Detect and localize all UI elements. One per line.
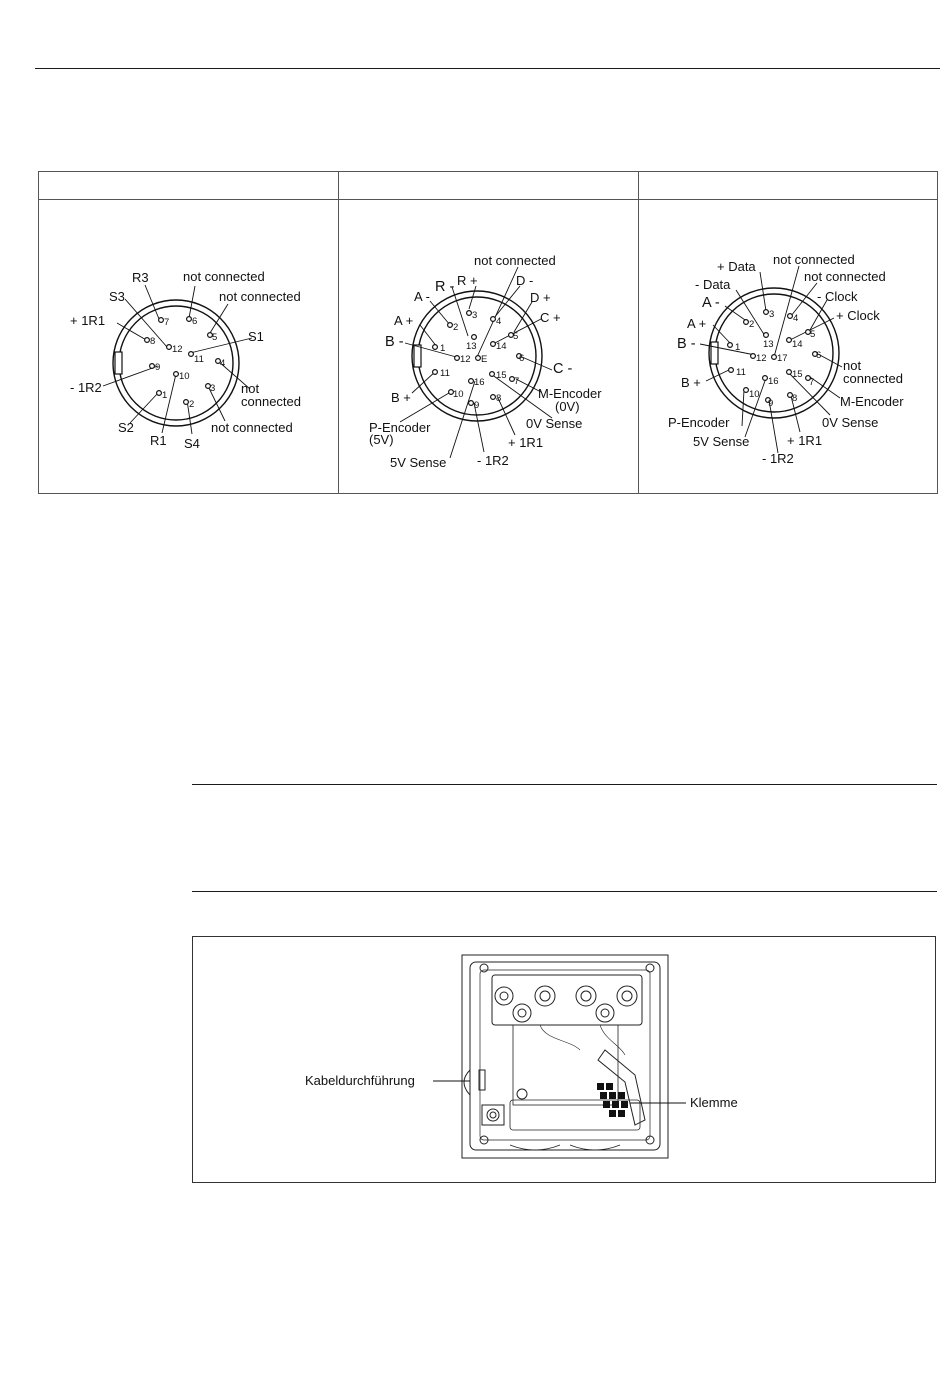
- label-b-plus: B +: [391, 390, 411, 405]
- header-rule: [35, 68, 940, 69]
- label-m-encoder: M-Encoder: [538, 386, 602, 401]
- pin-2: 2: [189, 399, 195, 410]
- pin-2: 2: [749, 319, 755, 330]
- pin-10: 10: [453, 389, 464, 400]
- label-b-minus: B -: [677, 336, 696, 352]
- label-connected: connected: [241, 394, 301, 409]
- pin-4: 4: [496, 316, 502, 327]
- label-p-encoder: P-Encoder: [369, 420, 431, 435]
- pin-4: 4: [220, 358, 226, 369]
- label-p-encoder: P-Encoder: [668, 415, 730, 430]
- pin-15: 15: [792, 369, 803, 380]
- pin-1: 1: [735, 342, 741, 353]
- column-divider: [338, 172, 339, 493]
- pin-13: 13: [763, 339, 774, 350]
- pin-6: 6: [192, 316, 198, 327]
- pin-17: 17: [777, 353, 788, 364]
- pin-5: 5: [810, 329, 816, 340]
- label-b-minus: B -: [385, 334, 404, 350]
- label-a-minus: A -: [414, 289, 430, 304]
- label-s1: S1: [248, 329, 264, 344]
- pin-7: 7: [164, 317, 170, 328]
- label-d-plus: D +: [530, 290, 551, 305]
- pin-15: 15: [496, 370, 507, 381]
- label-0v: (0V): [555, 399, 580, 414]
- label-5v-sense: 5V Sense: [390, 455, 447, 470]
- label-r1: R1: [150, 433, 167, 448]
- label-0v-sense: 0V Sense: [822, 415, 879, 430]
- label-s3: S3: [109, 289, 125, 304]
- label-plus-clock: + Clock: [836, 308, 880, 323]
- label-c-plus: C +: [540, 310, 561, 325]
- label-not-connected-1: not connected: [773, 252, 855, 267]
- label-minus-1r2: - 1R2: [70, 380, 102, 395]
- pin-e: E: [481, 354, 488, 365]
- pin-10: 10: [749, 389, 760, 400]
- pin-9: 9: [155, 362, 161, 373]
- label-c-minus: C -: [553, 361, 573, 377]
- pin-14: 14: [496, 341, 507, 352]
- label-0v-sense: 0V Sense: [526, 416, 583, 431]
- label-plus-1r1: + 1R1: [70, 313, 106, 328]
- klemme-label: Klemme: [690, 1095, 738, 1110]
- label-r-minus: R -: [435, 279, 455, 295]
- label-not-connected-right: not connected: [219, 289, 301, 304]
- pin-12: 12: [172, 344, 183, 355]
- pin-9: 9: [768, 398, 774, 409]
- label-minus-1r2: - 1R2: [762, 451, 794, 466]
- pin-16: 16: [474, 377, 485, 388]
- pin-7: 7: [809, 377, 815, 388]
- label-a-minus: A -: [702, 295, 720, 311]
- label-not-connected-bottom: not connected: [211, 420, 293, 435]
- label-not: not: [241, 381, 260, 396]
- pin-3: 3: [210, 383, 216, 394]
- label-s2: S2: [118, 420, 134, 435]
- label-m-encoder: M-Encoder: [840, 394, 904, 409]
- pin-11: 11: [440, 368, 450, 379]
- label-not-connected-2: not connected: [804, 269, 886, 284]
- label-d-minus: D -: [516, 273, 534, 288]
- label-5v: (5V): [369, 432, 394, 447]
- label-minus-1r2: - 1R2: [477, 453, 509, 468]
- pin-5: 5: [212, 332, 218, 343]
- pin-6: 6: [816, 350, 822, 361]
- pin-1: 1: [440, 343, 446, 354]
- label-a-plus: A +: [394, 313, 414, 328]
- label-r-plus: R +: [457, 273, 478, 288]
- pin-8: 8: [150, 336, 156, 347]
- note-rule-bottom: [192, 891, 937, 892]
- label-a-plus: A +: [687, 316, 707, 331]
- label-minus-data: - Data: [695, 277, 731, 292]
- pin-12: 12: [460, 354, 471, 365]
- label-plus-1r1: + 1R1: [787, 433, 823, 448]
- pin-10: 10: [179, 371, 190, 382]
- pin-11: 11: [194, 354, 204, 365]
- pin-12: 12: [756, 353, 767, 364]
- connector-17pin-diagram: [360, 245, 635, 475]
- label-s4: S4: [184, 436, 200, 451]
- label-not-connected: not connected: [474, 253, 556, 268]
- pin-6: 6: [519, 353, 525, 364]
- label-b-plus: B +: [681, 375, 701, 390]
- connector-17pin-encoder-diagram: [660, 245, 930, 470]
- label-plus-data: + Data: [717, 259, 756, 274]
- pin-14: 14: [792, 339, 803, 350]
- kabeldurchfuehrung-label: Kabeldurchführung: [305, 1073, 415, 1088]
- pin-9: 9: [474, 400, 480, 411]
- column-divider: [638, 172, 639, 493]
- table-header-row: [39, 172, 937, 200]
- note-rule-top: [192, 784, 937, 785]
- pin-5: 5: [513, 331, 519, 342]
- pin-13: 13: [466, 341, 477, 352]
- pin-4: 4: [793, 313, 799, 324]
- pin-16: 16: [768, 376, 779, 387]
- pin-3: 3: [769, 309, 775, 320]
- pin-8: 8: [792, 393, 798, 404]
- label-connected: connected: [843, 371, 903, 386]
- pin-3: 3: [472, 310, 478, 321]
- label-5v-sense: 5V Sense: [693, 434, 750, 449]
- connector-12pin-diagram: [60, 260, 320, 460]
- pin-11: 11: [736, 367, 746, 378]
- pin-2: 2: [453, 322, 459, 333]
- pin-7: 7: [514, 376, 520, 387]
- label-not-connected-top: not connected: [183, 269, 265, 284]
- label-plus-1r1: + 1R1: [508, 435, 544, 450]
- pin-1: 1: [162, 390, 168, 401]
- label-not: not: [843, 358, 862, 373]
- label-r3: R3: [132, 270, 149, 285]
- terminal-box-drawing: [290, 950, 760, 1160]
- label-minus-clock: - Clock: [817, 289, 858, 304]
- pin-8: 8: [496, 393, 502, 404]
